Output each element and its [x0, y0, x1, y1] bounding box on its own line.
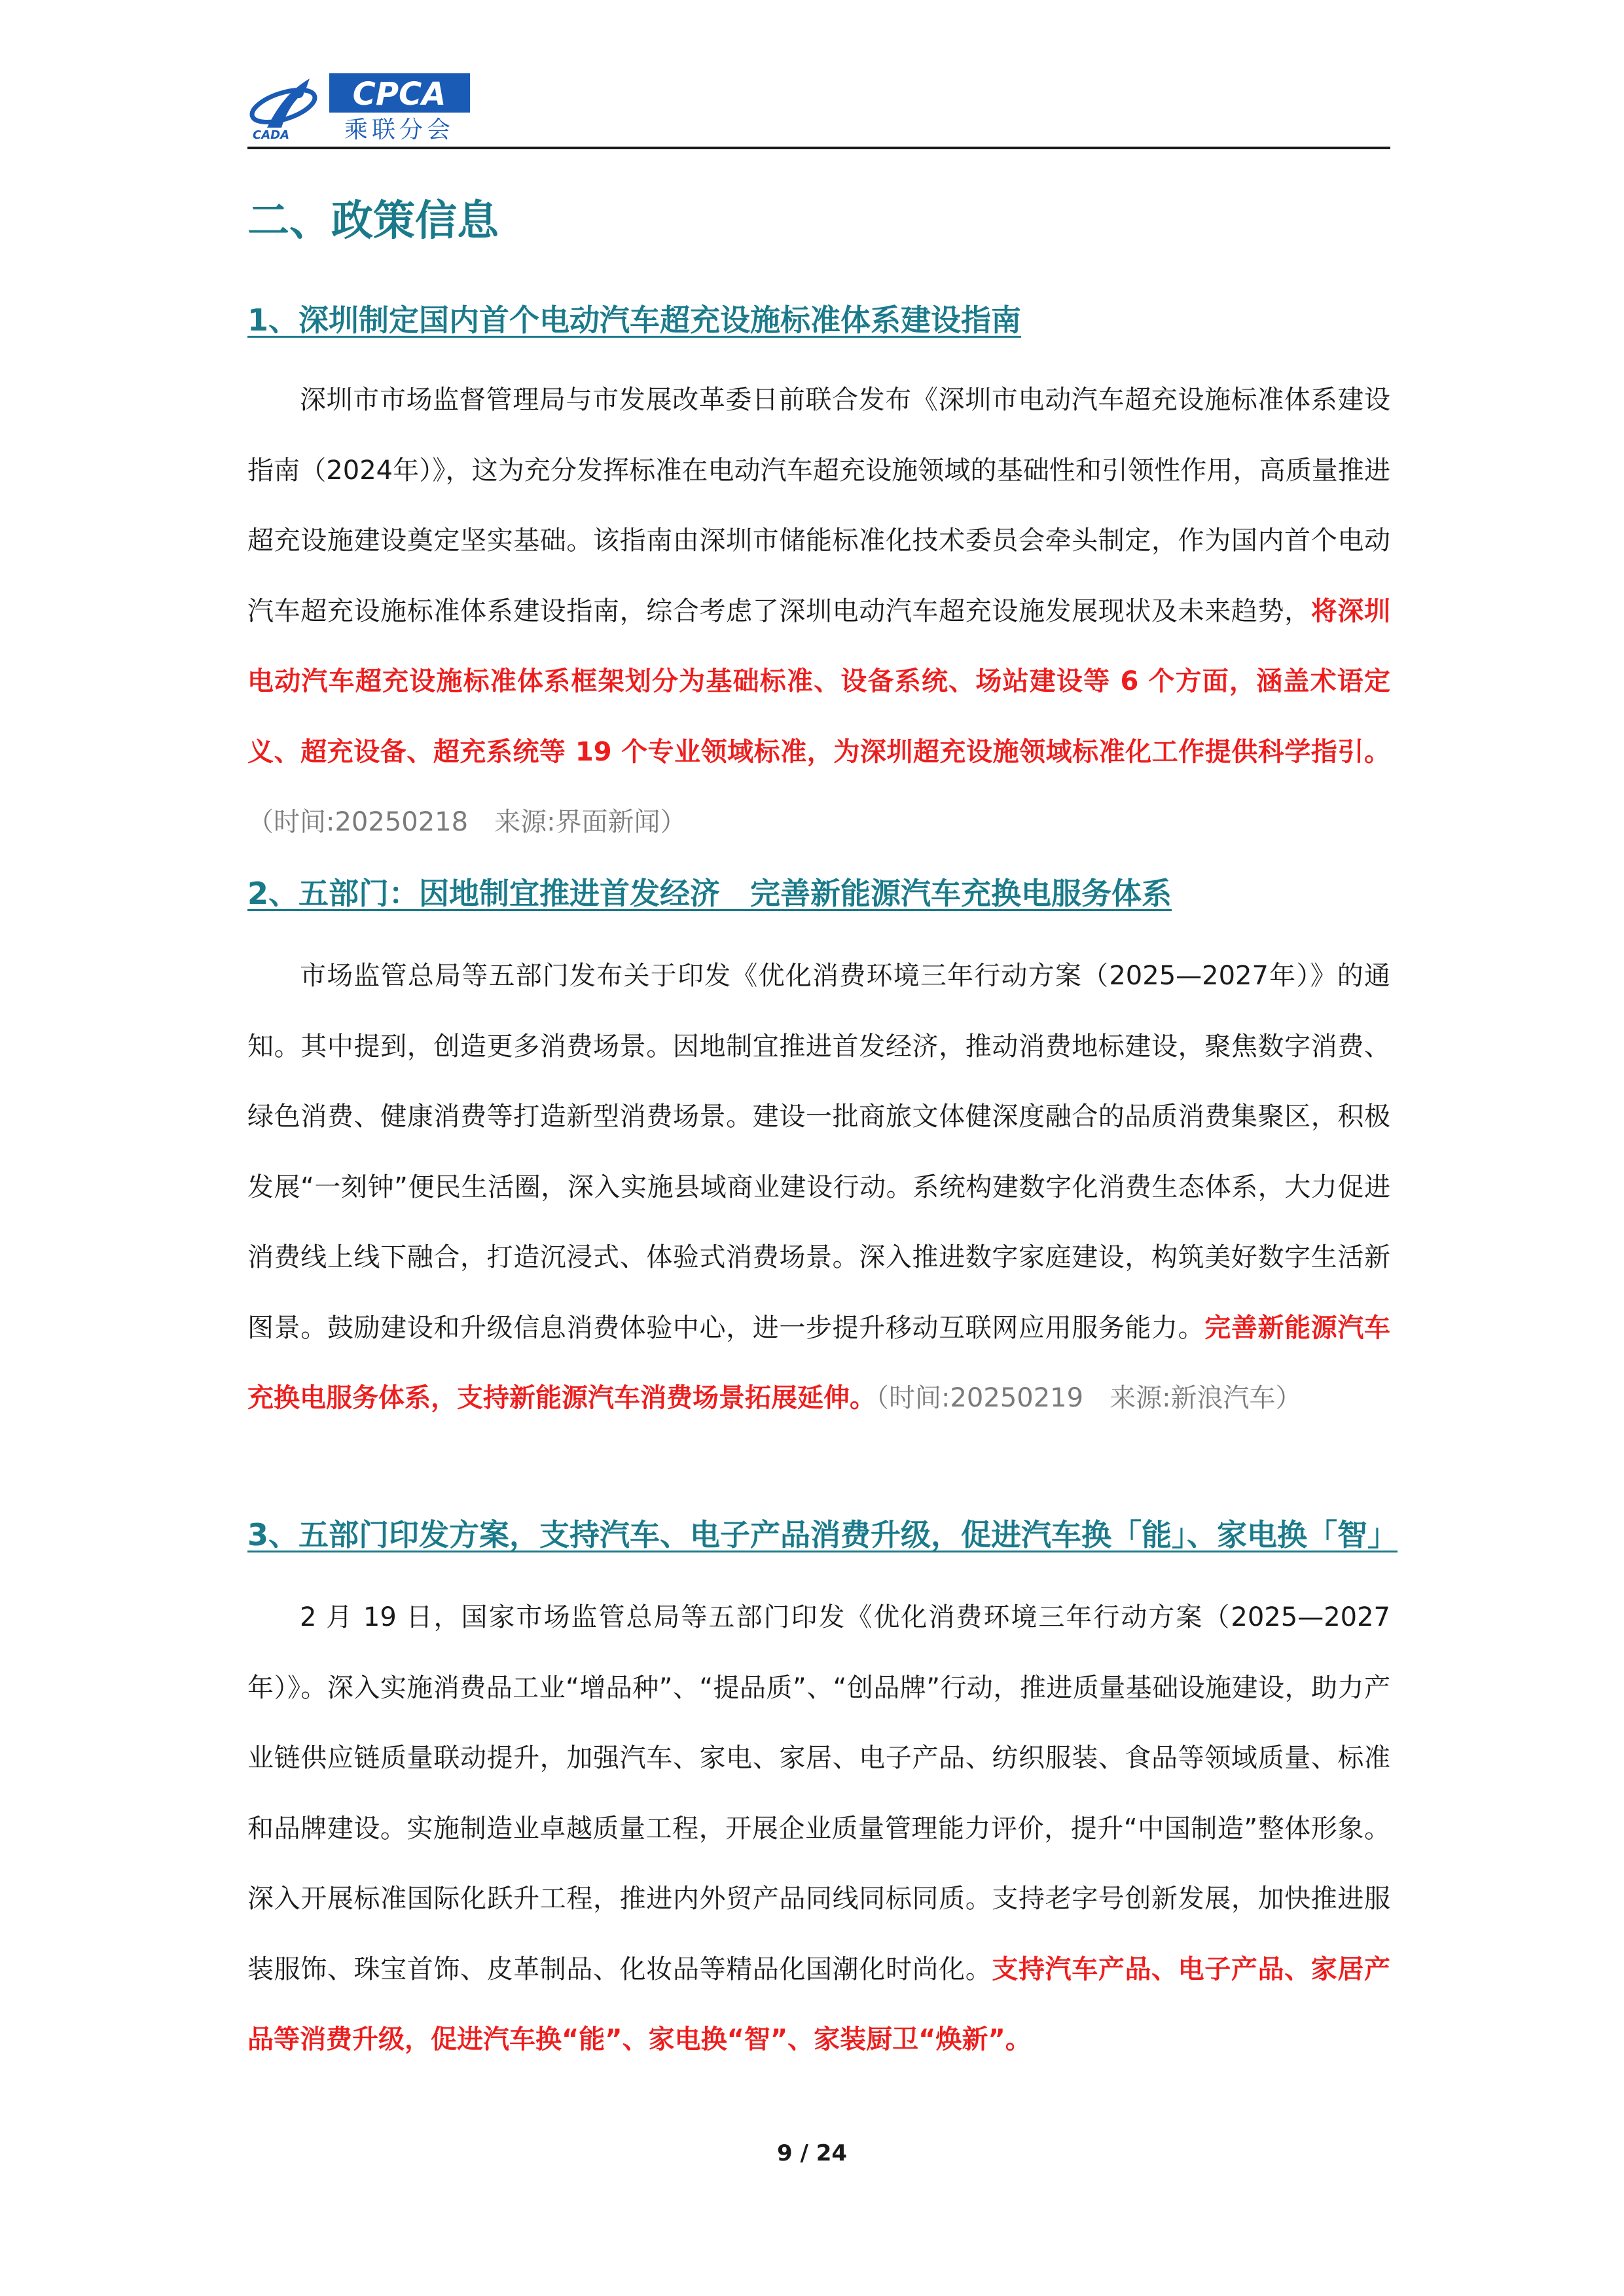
article-2-heading: 2、五部门：因地制宜推进首发经济 完善新能源汽车充换电服务体系 — [247, 876, 1172, 911]
article-1-heading: 1、深圳制定国内首个电动汽车超充设施标准体系建设指南 — [247, 302, 1022, 338]
article-3-highlight: 支持汽车产品、电子产品、家居产品等消费升级，促进汽车换“能”、家电换“智”、家装厨卫“焕新”。 — [247, 1954, 1391, 2054]
logo-subtitle: 乘联分会 — [344, 117, 455, 143]
page-number: 9 / 24 — [776, 2140, 848, 2166]
svg-text:CADA: CADA — [253, 128, 290, 142]
header-divider — [247, 147, 1390, 149]
article-2-body — [247, 941, 1390, 1434]
article-3-text: 2 月 19 日，国家市场监管总局等五部门印发《优化消费环境三年行动方案（2025—2027年）》。深入实施消费品工业“增品种”、“提品质”、“创品牌”行动，推进质量基础设施建设，助力产业链供应链质量联动提升，加强汽车、家电、家居、电子产品、纺织服装、食品等领域质量、标准和品牌建设。实施制造业卓越质量工程，开展企业质量管理能力评价，提升“中国制造”整体形象。深入开展标准国际化跃升工程，推进内外贸产品同线同标同质。支持老字号创新发展，加快推进服装服饰、珠宝首饰、皮革制品、化妆品等精品化国潮化时尚化。 — [247, 1602, 1390, 1984]
article-2-source: （时间:20250219 来源:新浪汽车） — [876, 1383, 1302, 1413]
article-2-highlight: 完善新能源汽车充换电服务体系，支持新能源汽车消费场景拓展延伸。 — [247, 1312, 1391, 1413]
article-3-body — [247, 1583, 1390, 2075]
article-1-text: 深圳市市场监督管理局与市发展改革委日前联合发布《深圳市电动汽车超充设施标准体系建设指南（2024年）》，这为充分发挥标准在电动汽车超充设施领域的基础性和引领性作用，高质量推进超充设施建设奠定坚实基础。该指南由深圳市储能标准化技术委员会牵头制定，作为国内首个电动汽车超充设施标准体系建设指南，综合考虑了深圳电动汽车超充设施发展现状及未来趋势， — [247, 385, 1390, 626]
article-1-source: （时间:20250218 来源:界面新闻） — [247, 807, 687, 837]
logo-text: CPCA — [352, 76, 446, 113]
section-title: 二、政策信息 — [247, 197, 499, 245]
article-1-highlight: 将深圳电动汽车超充设施标准体系框架划分为基础标准、设备系统、场站建设等 6 个方面，涵盖术语定义、超充设备、超充系统等 19 个专业领域标准，为深圳超充设施领域标准化工作提供科学指引。 — [247, 596, 1391, 767]
article-2-text: 市场监管总局等五部门发布关于印发《优化消费环境三年行动方案（2025—2027年）》的通知。其中提到，创造更多消费场景。因地制宜推进首发经济，推动消费地标建设，聚焦数字消费、绿色消费、健康消费等打造新型消费场景。建设一批商旅文体健深度融合的品质消费集聚区，积极发展“一刻钟”便民生活圈，深入实施县域商业建设行动。系统构建数字化消费生态体系，大力促进消费线上线下融合，打造沉浸式、体验式消费场景。深入推进数字家庭建设，构筑美好数字生活新图景。鼓励建设和升级信息消费体验中心，进一步提升移动互联网应用服务能力。 — [247, 961, 1390, 1343]
article-3-heading: 3、五部门印发方案，支持汽车、电子产品消费升级，促进汽车换「能」、家电换「智」 — [247, 1517, 1398, 1552]
article-1-body — [247, 365, 1390, 858]
cpca-logo — [247, 65, 477, 144]
cpca-logo-graphic — [247, 65, 477, 144]
